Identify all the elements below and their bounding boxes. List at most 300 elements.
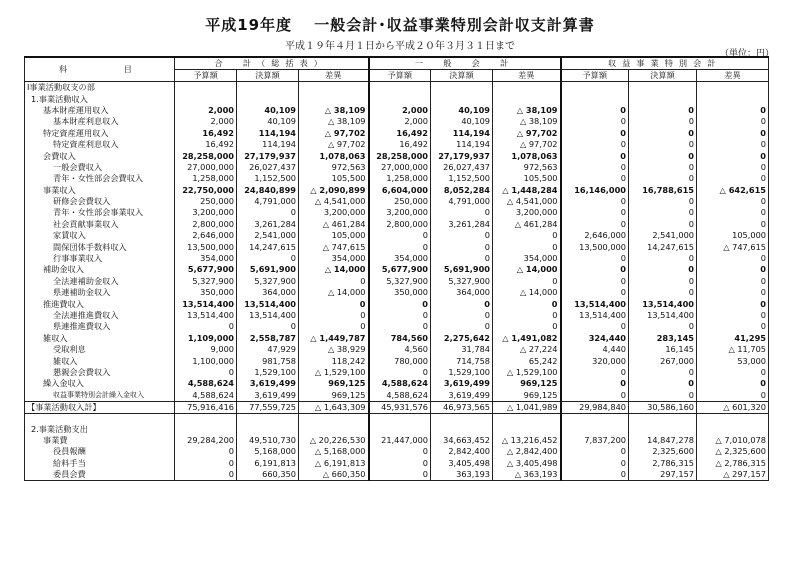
row-label: 一般会費収入	[25, 162, 175, 173]
cell-value: 969,125	[299, 390, 369, 402]
cell-value: 0	[561, 173, 629, 184]
header-group-general: 一 般 会 計	[369, 57, 561, 70]
cell-value: 16,145	[629, 344, 697, 355]
cell-value: △ 461,284	[299, 219, 369, 230]
cell-value: △ 7,010,078	[697, 435, 769, 446]
cell-value: 0	[629, 162, 697, 173]
cell-value	[561, 93, 629, 104]
cell-value: 2,558,787	[237, 333, 299, 344]
cell-value: △ 363,193	[493, 469, 561, 481]
cell-value: 4,791,000	[431, 196, 493, 207]
cell-value: 0	[697, 139, 769, 150]
cell-value: 13,514,400	[175, 310, 237, 321]
cell-value: △ 38,109	[493, 116, 561, 127]
table-row	[25, 162, 769, 173]
row-label: Ⅰ事業活動収支の部	[25, 82, 175, 94]
cell-value: 0	[561, 287, 629, 298]
cell-value: 2,000	[369, 105, 431, 116]
cell-value: 49,510,730	[237, 435, 299, 446]
cell-value: △ 642,615	[697, 185, 769, 196]
cell-value: 3,261,284	[431, 219, 493, 230]
cell-value: 0	[629, 390, 697, 402]
cell-value: △ 747,615	[697, 241, 769, 252]
cell-value: △ 4,541,000	[493, 196, 561, 207]
table-row-total	[25, 401, 769, 413]
cell-value: △ 97,702	[493, 128, 561, 139]
cell-value: 0	[561, 446, 629, 457]
cell-value: 0	[431, 321, 493, 332]
cell-value: △ 14,000	[299, 287, 369, 298]
row-label: 1.事業活動収入	[25, 93, 175, 104]
header-actual: 決算額	[237, 70, 299, 82]
row-label: 基本財産利息収入	[25, 116, 175, 127]
cell-value: 0	[561, 253, 629, 264]
cell-value	[629, 423, 697, 434]
cell-value: 0	[697, 150, 769, 161]
row-label: 2.事業活動支出	[25, 423, 175, 434]
cell-value	[493, 423, 561, 434]
table-header	[25, 57, 769, 82]
row-label: 青年・女性部会事業収入	[25, 207, 175, 218]
cell-value: 16,146,000	[561, 185, 629, 196]
cell-value: 0	[697, 196, 769, 207]
cell-value	[697, 93, 769, 104]
cell-value: 354,000	[493, 253, 561, 264]
cell-value: 0	[629, 276, 697, 287]
cell-value: 0	[369, 310, 431, 321]
table-row	[25, 207, 769, 218]
cell-value: 784,560	[369, 333, 431, 344]
row-label: 県連推進費収入	[25, 321, 175, 332]
row-label: 補助金収入	[25, 264, 175, 275]
cell-value: 354,000	[369, 253, 431, 264]
cell-value	[697, 82, 769, 94]
cell-value: 26,027,437	[431, 162, 493, 173]
cell-value: 363,193	[431, 469, 493, 481]
cell-value: 27,000,000	[175, 162, 237, 173]
header-diff: 差異	[493, 70, 561, 82]
cell-value: 0	[369, 241, 431, 252]
row-label: 受取利息	[25, 344, 175, 355]
cell-value: 250,000	[175, 196, 237, 207]
cell-value: 3,200,000	[299, 207, 369, 218]
cell-value: 27,000,000	[369, 162, 431, 173]
cell-value: 0	[175, 367, 237, 378]
cell-value: 297,157	[629, 469, 697, 481]
cell-value: 0	[299, 298, 369, 309]
cell-value: 41,295	[697, 333, 769, 344]
row-label: 繰入金収入	[25, 378, 175, 389]
cell-value: 0	[629, 207, 697, 218]
cell-value: 0	[431, 253, 493, 264]
table-row	[25, 458, 769, 469]
cell-value: 3,200,000	[493, 207, 561, 218]
cell-value	[369, 93, 431, 104]
cell-value: 28,258,000	[369, 150, 431, 161]
table-row	[25, 253, 769, 264]
cell-value: △ 27,224	[493, 344, 561, 355]
cell-value: 5,327,900	[237, 276, 299, 287]
row-label: 特定資産利息収入	[25, 139, 175, 150]
table-row	[25, 423, 769, 434]
cell-value: 2,646,000	[175, 230, 237, 241]
cell-value: 2,541,000	[629, 230, 697, 241]
cell-value: △ 747,615	[299, 241, 369, 252]
cell-value	[561, 423, 629, 434]
cell-value: 1,258,000	[369, 173, 431, 184]
header-item: 科 目	[25, 57, 175, 82]
row-label: 特定資産運用収入	[25, 128, 175, 139]
cell-value: 0	[629, 367, 697, 378]
table-row	[25, 414, 769, 424]
table-row	[25, 435, 769, 446]
cell-value: 14,247,615	[237, 241, 299, 252]
table-row	[25, 378, 769, 389]
cell-value: △ 38,109	[299, 105, 369, 116]
cell-value: 2,275,642	[431, 333, 493, 344]
cell-value: 0	[493, 310, 561, 321]
cell-value: △ 5,168,000	[299, 446, 369, 457]
cell-value: 8,052,284	[431, 185, 493, 196]
cell-value: 1,529,100	[431, 367, 493, 378]
cell-value: 0	[697, 105, 769, 116]
row-label: 収益事業特別会計繰入金収入	[25, 390, 175, 402]
cell-value: 0	[697, 128, 769, 139]
cell-value: △ 14,000	[299, 264, 369, 275]
cell-value: 26,027,437	[237, 162, 299, 173]
cell-value: 1,152,500	[237, 173, 299, 184]
cell-value	[697, 414, 769, 424]
cell-value: 5,677,900	[369, 264, 431, 275]
cell-value: 1,078,063	[299, 150, 369, 161]
cell-value: △ 38,109	[493, 105, 561, 116]
cell-value: 40,109	[431, 116, 493, 127]
cell-value: △ 1,491,082	[493, 333, 561, 344]
cell-value: 0	[629, 287, 697, 298]
cell-value: 4,791,000	[237, 196, 299, 207]
cell-value: 2,786,315	[629, 458, 697, 469]
cell-value: 14,847,278	[629, 435, 697, 446]
cell-value: △ 1,529,100	[493, 367, 561, 378]
cell-value: 46,973,565	[431, 401, 493, 413]
cell-value: 267,000	[629, 355, 697, 366]
cell-value: 2,800,000	[369, 219, 431, 230]
cell-value: △ 38,109	[299, 116, 369, 127]
cell-value: 3,619,499	[431, 390, 493, 402]
cell-value: △ 461,284	[493, 219, 561, 230]
cell-value: 1,152,500	[431, 173, 493, 184]
table-row	[25, 276, 769, 287]
income-expenditure-table	[24, 56, 769, 481]
cell-value: 5,327,900	[431, 276, 493, 287]
cell-value: 0	[561, 378, 629, 389]
cell-value: 3,619,499	[431, 378, 493, 389]
cell-value: 1,109,000	[175, 333, 237, 344]
cell-value	[629, 414, 697, 424]
cell-value: 660,350	[237, 469, 299, 481]
cell-value: 0	[561, 458, 629, 469]
cell-value: 16,788,615	[629, 185, 697, 196]
cell-value: 0	[697, 116, 769, 127]
cell-value: 0	[629, 253, 697, 264]
cell-value: 24,840,899	[237, 185, 299, 196]
cell-value	[369, 423, 431, 434]
cell-value	[369, 414, 431, 424]
cell-value: 0	[175, 469, 237, 481]
cell-value: 29,984,840	[561, 401, 629, 413]
cell-value: 105,000	[299, 230, 369, 241]
cell-value: 5,677,900	[175, 264, 237, 275]
header-group-total: 合 計（総括表）	[175, 57, 369, 70]
table-row	[25, 230, 769, 241]
cell-value: 5,691,900	[237, 264, 299, 275]
cell-value: 6,191,813	[237, 458, 299, 469]
header-budget: 予算額	[561, 70, 629, 82]
cell-value: 0	[493, 230, 561, 241]
table-row	[25, 264, 769, 275]
cell-value: 4,588,624	[369, 390, 431, 402]
cell-value: 0	[697, 367, 769, 378]
cell-value	[299, 414, 369, 424]
cell-value: 13,514,400	[237, 298, 299, 309]
row-label: 青年・女性部会会費収入	[25, 173, 175, 184]
cell-value: 13,514,400	[175, 298, 237, 309]
cell-value: △ 14,000	[493, 287, 561, 298]
cell-value	[175, 414, 237, 424]
cell-value: △ 97,702	[493, 139, 561, 150]
cell-value: 0	[697, 276, 769, 287]
cell-value: 0	[629, 116, 697, 127]
cell-value: 5,327,900	[369, 276, 431, 287]
cell-value: 4,560	[369, 344, 431, 355]
cell-value	[493, 82, 561, 94]
header-actual: 決算額	[629, 70, 697, 82]
cell-value: 0	[629, 105, 697, 116]
cell-value: 2,842,400	[431, 446, 493, 457]
table-row	[25, 287, 769, 298]
table-row	[25, 446, 769, 457]
cell-value: 350,000	[175, 287, 237, 298]
cell-value: 0	[431, 298, 493, 309]
header-budget: 予算額	[369, 70, 431, 82]
cell-value: 0	[629, 321, 697, 332]
cell-value: 0	[697, 378, 769, 389]
cell-value: 0	[629, 173, 697, 184]
cell-value: △ 3,405,498	[493, 458, 561, 469]
cell-value: 0	[561, 196, 629, 207]
cell-value: 45,931,576	[369, 401, 431, 413]
table-row	[25, 185, 769, 196]
cell-value: 2,800,000	[175, 219, 237, 230]
cell-value: △ 97,702	[299, 128, 369, 139]
cell-value: 324,440	[561, 333, 629, 344]
table-row	[25, 128, 769, 139]
cell-value: △ 1,529,100	[299, 367, 369, 378]
cell-value	[431, 82, 493, 94]
row-label: 給料手当	[25, 458, 175, 469]
cell-value	[431, 423, 493, 434]
cell-value: △ 1,448,284	[493, 185, 561, 196]
cell-value	[299, 82, 369, 94]
cell-value	[299, 423, 369, 434]
cell-value: 3,619,499	[237, 390, 299, 402]
row-label: 会費収入	[25, 150, 175, 161]
cell-value: 9,000	[175, 344, 237, 355]
cell-value: 3,200,000	[369, 207, 431, 218]
cell-value: 28,258,000	[175, 150, 237, 161]
cell-value	[561, 414, 629, 424]
header-diff: 差異	[697, 70, 769, 82]
cell-value: 0	[629, 196, 697, 207]
table-row	[25, 298, 769, 309]
cell-value: 0	[369, 367, 431, 378]
cell-value: 16,492	[175, 128, 237, 139]
cell-value: 16,492	[369, 128, 431, 139]
cell-value: 2,000	[369, 116, 431, 127]
cell-value: 5,691,900	[431, 264, 493, 275]
cell-value: 2,000	[175, 116, 237, 127]
row-label: 懇親会会費収入	[25, 367, 175, 378]
cell-value: 3,619,499	[237, 378, 299, 389]
row-label: 研修会会費収入	[25, 196, 175, 207]
cell-value	[561, 82, 629, 94]
cell-value: 7,837,200	[561, 435, 629, 446]
cell-value: △ 97,702	[299, 139, 369, 150]
row-label: 行事事業収入	[25, 253, 175, 264]
cell-value: △ 2,325,600	[697, 446, 769, 457]
table-row	[25, 321, 769, 332]
cell-value: 40,109	[237, 116, 299, 127]
cell-value: 0	[369, 230, 431, 241]
header-budget: 予算額	[175, 70, 237, 82]
cell-value	[237, 93, 299, 104]
cell-value	[697, 423, 769, 434]
cell-value: 22,750,000	[175, 185, 237, 196]
cell-value: 0	[561, 128, 629, 139]
cell-value: 114,194	[237, 139, 299, 150]
cell-value: 6,604,000	[369, 185, 431, 196]
cell-value: 0	[561, 150, 629, 161]
cell-value: 0	[561, 321, 629, 332]
cell-value: 1,078,063	[493, 150, 561, 161]
cell-value: △ 11,705	[697, 344, 769, 355]
cell-value: 4,588,624	[175, 390, 237, 402]
cell-value: 1,258,000	[175, 173, 237, 184]
table-row	[25, 105, 769, 116]
table-row	[25, 116, 769, 127]
cell-value: 714,758	[431, 355, 493, 366]
cell-value: 0	[237, 207, 299, 218]
table-body	[25, 82, 769, 481]
cell-value: 972,563	[493, 162, 561, 173]
cell-value: △ 660,350	[299, 469, 369, 481]
cell-value: 981,758	[237, 355, 299, 366]
table-row	[25, 355, 769, 366]
fiscal-period: 平成１９年４月１日から平成２０年３月３１日まで	[285, 41, 515, 52]
table-row	[25, 173, 769, 184]
cell-value	[299, 93, 369, 104]
cell-value: 105,500	[299, 173, 369, 184]
table-row	[25, 344, 769, 355]
row-label: 間保団体手数料収入	[25, 241, 175, 252]
cell-value: 27,179,937	[431, 150, 493, 161]
cell-value: 4,588,624	[175, 378, 237, 389]
cell-value: 2,325,600	[629, 446, 697, 457]
cell-value: 4,588,624	[369, 378, 431, 389]
cell-value: 0	[561, 207, 629, 218]
cell-value	[237, 423, 299, 434]
cell-value: 969,125	[493, 378, 561, 389]
cell-value: 65,242	[493, 355, 561, 366]
cell-value: 1,529,100	[237, 367, 299, 378]
cell-value	[431, 93, 493, 104]
cell-value: 31,784	[431, 344, 493, 355]
cell-value: 114,194	[237, 128, 299, 139]
cell-value: 105,000	[697, 230, 769, 241]
cell-value: 350,000	[369, 287, 431, 298]
table-row	[25, 139, 769, 150]
cell-value: 0	[369, 298, 431, 309]
cell-value: 0	[561, 105, 629, 116]
cell-value: △ 2,090,899	[299, 185, 369, 196]
cell-value: 0	[697, 298, 769, 309]
cell-value	[237, 82, 299, 94]
cell-value: △ 14,000	[493, 264, 561, 275]
cell-value: 0	[431, 207, 493, 218]
row-label: 事業収入	[25, 185, 175, 196]
cell-value: 2,000	[175, 105, 237, 116]
row-label: 事業費	[25, 435, 175, 446]
row-label: 【事業活動収入計】	[25, 401, 175, 413]
row-label: 県連補助金収入	[25, 287, 175, 298]
cell-value: 0	[369, 469, 431, 481]
cell-value	[629, 93, 697, 104]
row-label: 家賃収入	[25, 230, 175, 241]
cell-value: △ 13,216,452	[493, 435, 561, 446]
cell-value: 2,541,000	[237, 230, 299, 241]
cell-value: 0	[561, 116, 629, 127]
cell-value: 364,000	[431, 287, 493, 298]
table-row	[25, 219, 769, 230]
cell-value: 30,586,160	[629, 401, 697, 413]
table-row	[25, 390, 769, 402]
row-label: 推進費収入	[25, 298, 175, 309]
cell-value: 114,194	[431, 139, 493, 150]
cell-value	[493, 93, 561, 104]
cell-value: 47,929	[237, 344, 299, 355]
cell-value	[175, 423, 237, 434]
cell-value: 0	[493, 276, 561, 287]
table-row	[25, 82, 769, 94]
cell-value: 0	[561, 162, 629, 173]
cell-value: 0	[431, 310, 493, 321]
unit-note: （単位：円）	[719, 49, 774, 59]
cell-value: △ 1,041,989	[493, 401, 561, 413]
row-label: 委員会費	[25, 469, 175, 481]
cell-value: 13,514,400	[629, 298, 697, 309]
cell-value: 0	[299, 276, 369, 287]
row-label	[25, 414, 175, 424]
cell-value: 34,663,452	[431, 435, 493, 446]
table-row	[25, 333, 769, 344]
cell-value: 29,284,200	[175, 435, 237, 446]
table-row	[25, 93, 769, 104]
cell-value: 0	[493, 298, 561, 309]
cell-value: 0	[697, 310, 769, 321]
table-row	[25, 150, 769, 161]
cell-value: 0	[697, 219, 769, 230]
table-row	[25, 469, 769, 481]
